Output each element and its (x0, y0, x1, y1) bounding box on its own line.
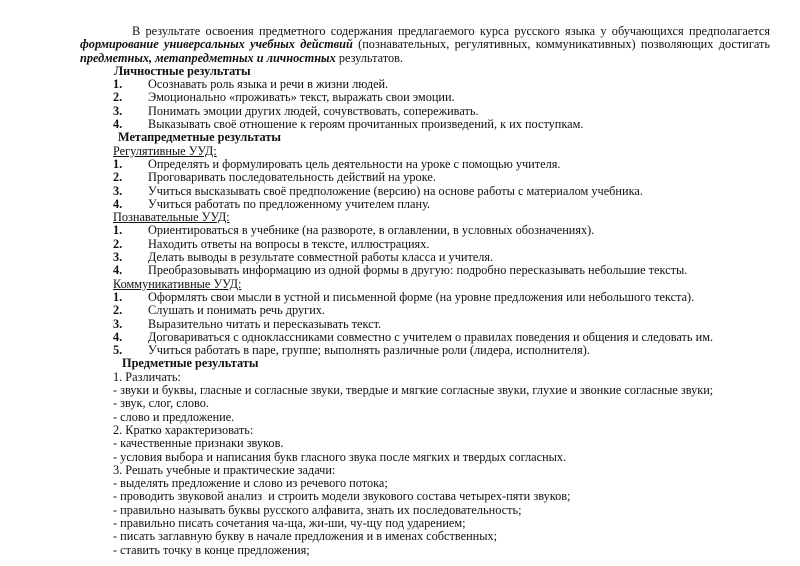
document-page (80, 25, 770, 557)
communicative-heading: Коммуникативные УУД: (113, 276, 242, 291)
item-text: Определять и формулировать цель деятельности на уроке с помощью учителя. (148, 156, 561, 171)
item-text: Выразительно читать и пересказывать текст. (148, 316, 382, 331)
list-item (80, 264, 770, 277)
subject-results-heading: Предметные результаты (122, 356, 259, 371)
list-item (80, 78, 770, 91)
list-item (80, 318, 770, 331)
intro-text: В результате освоения предметного содержания предлагаемого курса русского языка у обучающихся предполагается (132, 24, 770, 38)
subject-line: 2. Кратко характеризовать: (113, 422, 254, 437)
subject-line: - правильно называть буквы русского алфавита, знать их последовательность; (113, 502, 522, 517)
item-text: Учиться работать по предложенному учителем плану. (148, 196, 431, 211)
item-text: Преобразовывать информацию из одной формы в другую: подробно пересказывать небольшие тексты. (148, 263, 688, 278)
intro-text: результатов. (335, 50, 403, 65)
list-item (80, 185, 770, 198)
cognitive-list (80, 224, 770, 277)
list-item (80, 291, 770, 304)
subject-line: - писать заглавную букву в начале предложения и в именах собственных; (113, 529, 498, 544)
subject-line: - звук, слог, слово. (113, 396, 209, 411)
regulatory-list (80, 158, 770, 211)
list-item (80, 171, 770, 184)
subject-line: - качественные признаки звуков. (113, 436, 284, 451)
item-number: 2. (113, 170, 123, 185)
item-number: 4. (113, 263, 123, 278)
list-item (80, 91, 770, 104)
cognitive-heading: Познавательные УУД: (113, 210, 230, 225)
subject-line: - слово и предложение. (113, 409, 235, 424)
item-text: Учиться работать в паре, группе; выполнять различные роли (лидера, исполнителя). (148, 343, 590, 358)
item-number: 2. (113, 90, 123, 105)
item-text: Ориентироваться в учебнике (на развороте, в оглавлении, в условных обозначениях). (148, 223, 595, 238)
meta-results-heading: Метапредметные результаты (118, 130, 282, 145)
list-item (80, 331, 770, 344)
item-text: Эмоционально «проживать» текст, выражать свои эмоции. (148, 90, 455, 105)
subject-line: - выделять предложение и слово из речевого потока; (113, 476, 388, 491)
item-number: 2. (113, 303, 123, 318)
list-item (80, 238, 770, 251)
item-number: 3. (113, 250, 123, 265)
item-number: 1. (113, 77, 123, 92)
intro-text: (познавательных, регулятивных, коммуникативных) позволяющих достигать (352, 37, 770, 52)
item-text: Понимать эмоции других людей, сочувствовать, сопереживать. (148, 103, 479, 118)
personal-results-list (80, 78, 770, 131)
subject-line: - ставить точку в конце предложения; (113, 542, 310, 557)
list-item (80, 224, 770, 237)
subject-line: - условия выбора и написания букв гласного звука после мягких и твердых согласных. (113, 449, 567, 464)
item-number: 3. (113, 316, 123, 331)
item-number: 1. (113, 223, 123, 238)
item-number: 3. (113, 183, 123, 198)
subject-line: - проводить звуковой анализ и строить модели звукового состава четырех-пяти звуков; (113, 489, 571, 504)
list-item (80, 251, 770, 264)
list-item (80, 158, 770, 171)
communicative-list (80, 291, 770, 357)
intro-emphasis: формирование универсальных учебных действий (80, 37, 353, 52)
item-number: 3. (113, 103, 123, 118)
item-number: 1. (113, 156, 123, 171)
item-text: Договариваться с одноклассниками совместно с учителем о правилах поведения и общения и следовать им. (148, 329, 714, 344)
subject-results-list (80, 371, 770, 557)
item-number: 4. (113, 117, 123, 132)
subject-line: - звуки и буквы, гласные и согласные звуки, твердые и мягкие согласные звуки, глухие и звонкие согласные звуки; (113, 383, 714, 398)
item-text: Проговаривать последовательность действий на уроке. (148, 170, 436, 185)
item-number: 1. (113, 289, 123, 304)
list-item (80, 304, 770, 317)
list-item (80, 118, 770, 131)
item-text: Оформлять свои мысли в устной и письменной форме (на уровне предложения или небольшого текста). (148, 289, 695, 304)
item-number: 5. (113, 343, 123, 358)
list-item (80, 105, 770, 118)
item-number: 4. (113, 196, 123, 211)
intro-paragraph (80, 25, 770, 65)
item-number: 4. (113, 329, 123, 344)
item-text: Учиться высказывать своё предположение (версию) на основе работы с материалом учебника. (148, 183, 643, 198)
item-text: Выказывать своё отношение к героям прочитанных произведений, к их поступкам. (148, 117, 584, 132)
item-text: Делать выводы в результате совместной работы класса и учителя. (148, 250, 494, 265)
list-item (80, 198, 770, 211)
personal-results-heading: Личностные результаты (114, 63, 251, 78)
item-text: Находить ответы на вопросы в тексте, иллюстрациях. (148, 236, 430, 251)
list-item (80, 344, 770, 357)
item-number: 2. (113, 236, 123, 251)
intro-emphasis: предметных, метапредметных и личностных (80, 50, 336, 65)
item-text: Осознавать роль языка и речи в жизни людей. (148, 77, 389, 92)
subject-line: 3. Решать учебные и практические задачи: (113, 462, 336, 477)
item-text: Слушать и понимать речь других. (148, 303, 325, 318)
regulatory-heading: Регулятивные УУД: (113, 143, 217, 158)
subject-line: 1. Различать: (113, 369, 181, 384)
subject-line: - правильно писать сочетания ча-ща, жи-ши, чу-щу под ударением; (113, 515, 466, 530)
